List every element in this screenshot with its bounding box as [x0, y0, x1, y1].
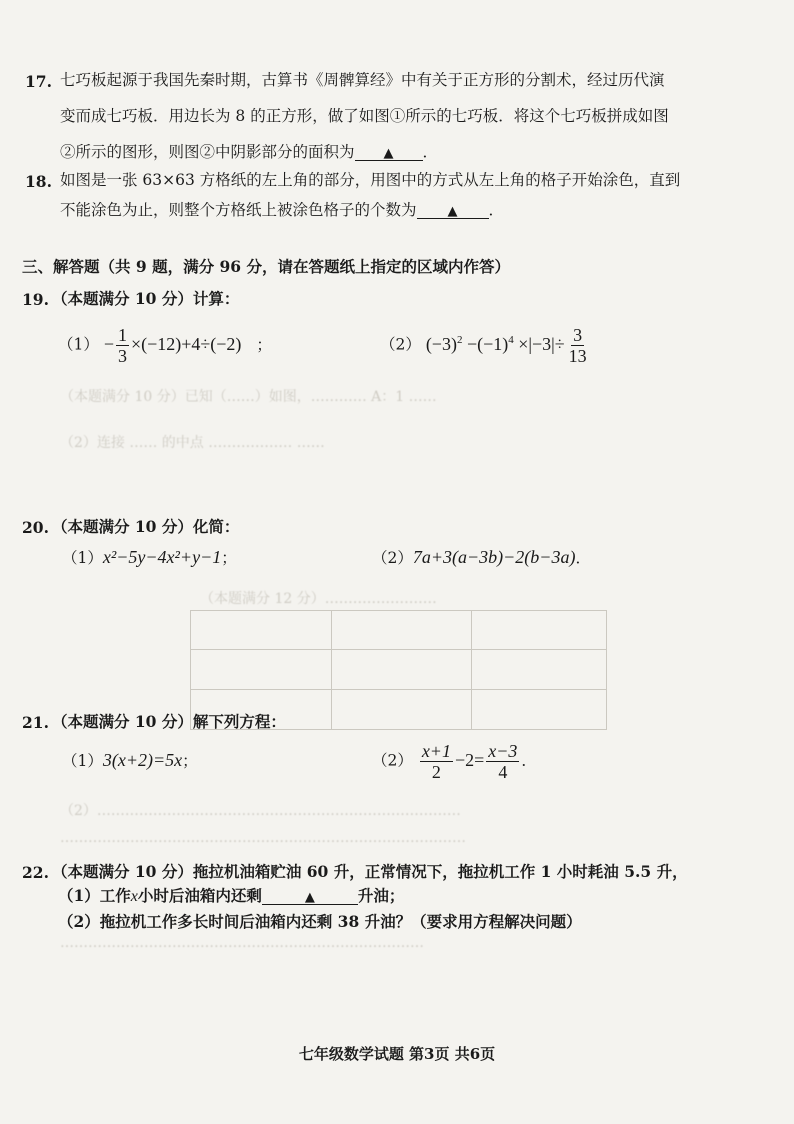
bleed-through-text: ……………………………………………………………………………: [60, 830, 466, 846]
q18-line2-text: 不能涂色为止，则整个方格纸上被涂色格子的个数为: [60, 201, 417, 219]
q18-line2: [60, 200, 504, 220]
separator: ；: [221, 549, 237, 567]
q21-part2: [372, 741, 537, 782]
section-title: 三、解答题（共 9 题，满分 96 分，请在答题纸上指定的区域内作答）: [22, 257, 510, 276]
bleed-through-text: （2）连接 …… 的中点 ……………… ……: [60, 435, 325, 451]
answer-placeholder-mark: ▲: [383, 146, 394, 161]
q19-expr1: − $\frac{1}{3}$ ×(−12)+4÷(−2): [103, 325, 242, 366]
part-label: （2）: [380, 335, 421, 354]
answer-blank[interactable]: [417, 200, 489, 219]
bleed-through-text: （本题满分 10 分）已知（……）如图，………… A：1 ……: [60, 389, 437, 405]
q17-line3: [60, 142, 438, 162]
q22-part1-text: （1）工作: [58, 886, 131, 905]
question-number: 17.: [25, 72, 52, 91]
q22-part2: （2）拖拉机工作多长时间后油箱内还剩 38 升油？（要求用方程解决问题）: [58, 912, 582, 931]
q17-line1: 七巧板起源于我国先秦时期，古算书《周髀算经》中有关于正方形的分割术，经过历代演: [60, 71, 665, 89]
bleed-through-text: （本题满分 12 分）……………………: [200, 591, 437, 607]
q19-expr2: $(-3)^2 -(-1)^4 \times|-3|\div$ $\frac{3}{13}$: [425, 325, 587, 366]
question-number: 21.: [22, 713, 49, 732]
separator: ；: [182, 752, 198, 770]
q22-header: （本题满分 10 分）拖拉机油箱贮油 60 升，正常情况下，拖拉机工作 1 小时耗油 5.5 升，: [52, 862, 688, 881]
q20-expr2: 7a+3(a−3b)−2(b−3a): [412, 547, 576, 567]
answer-placeholder-mark: ▲: [447, 204, 458, 219]
q18-line1: 如图是一张 63×63 方格纸的左上角的部分，用图中的方式从左上角的格子开始涂色，直到: [60, 171, 681, 189]
q21-expr1: 3(x+2)=5x: [102, 750, 183, 770]
question-number: 18.: [25, 172, 52, 191]
answer-placeholder-mark: ▲: [304, 890, 315, 905]
question-number: 19.: [22, 290, 49, 309]
variable-x: x: [130, 888, 138, 905]
part-label: （2）: [372, 751, 413, 770]
q22-part1: [58, 886, 404, 907]
answer-blank[interactable]: [262, 886, 358, 905]
q19-header: （本题满分 10 分）计算：: [52, 289, 240, 308]
q19-part1: [58, 325, 272, 366]
separator: ；: [256, 335, 272, 354]
bleed-through-text: （2）……………………………………………………………………: [60, 803, 461, 819]
part-label: （1）: [62, 549, 103, 567]
q22-part1-end: 升油；: [357, 886, 405, 905]
q18-line2-end: ．: [488, 201, 505, 219]
q21-header: （本题满分 10 分）解下列方程：: [52, 712, 286, 731]
q17-line3-end: ．: [422, 143, 439, 161]
q17-line3-text: ②所示的图形，则图②中阴影部分的面积为: [60, 143, 355, 161]
q22-part1-text2: 小时后油箱内还剩: [137, 886, 262, 905]
period: ．: [575, 549, 591, 567]
part-label: （2）: [372, 549, 413, 567]
q20-part2: [372, 547, 591, 568]
question-number: 20.: [22, 518, 49, 537]
q20-expr1: x²−5y−4x²+y−1: [102, 547, 222, 567]
q20-header: （本题满分 10 分）化简：: [52, 517, 240, 536]
period: ．: [521, 751, 537, 770]
page-footer: 七年级数学试题 第3页 共6页: [298, 1045, 496, 1063]
q19-part2: [380, 325, 591, 366]
bleed-through-text: ……………………………………………………………………: [60, 935, 424, 951]
part-label: （1）: [58, 335, 99, 354]
answer-blank[interactable]: [355, 142, 423, 161]
q21-expr2: $\frac{x+1}{2}$ −2= $\frac{x-3}{4}$: [421, 741, 518, 782]
q20-part1: [62, 547, 237, 568]
q17-line2: 变而成七巧板．用边长为 8 的正方形，做了如图①所示的七巧板．将这个七巧板拼成如图: [60, 107, 669, 125]
q21-part1: [62, 750, 198, 771]
question-number: 22.: [22, 863, 49, 882]
part-label: （1）: [62, 752, 103, 770]
